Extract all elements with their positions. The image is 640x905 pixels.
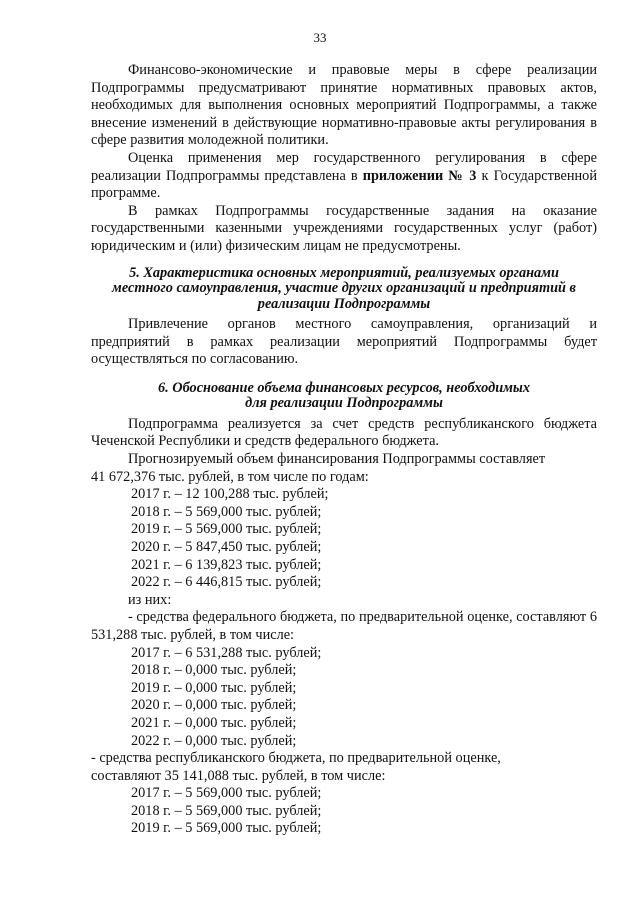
- section-heading-5: [91, 266, 597, 313]
- republic-years-list: [91, 785, 597, 838]
- page-body: [91, 62, 597, 838]
- total-amount: 41 672,376 тыс. рублей, в том числе по годам:: [91, 468, 369, 485]
- page-number: 33: [313, 30, 327, 45]
- list-item: 2022 г. – 0,000 тыс. рублей;: [131, 732, 297, 749]
- paragraph-local-authorities: Привлечение органов местного самоуправления, организаций и предприятий в рамках реализации мероприятий Подпрограммы будет осуществляться по согласованию.: [91, 316, 597, 368]
- paragraph-funding-sources: Подпрограмма реализуется за счет средств республиканского бюджета Чеченской Республики и средств федерального бюджета.: [91, 415, 597, 450]
- paragraph-financial-measures: Финансово-экономические и правовые меры в сфере реализации Подпрограммы предусматривают принятие нормативных правовых актов, необходимых для выполнения основных мероприятий Подпрограммы, а также внесение изменений в действующие нормативно-правовые акты регулирования в сфере развития молодежной политики.: [91, 62, 597, 149]
- list-item: 2019 г. – 5 569,000 тыс. рублей;: [131, 521, 322, 538]
- list-item: 2022 г. – 6 446,815 тыс. рублей;: [131, 574, 322, 591]
- list-item: 2017 г. – 5 569,000 тыс. рублей;: [131, 785, 322, 802]
- list-item: 2019 г. – 5 569,000 тыс. рублей;: [131, 820, 322, 837]
- of-which-label: из них:: [128, 591, 172, 608]
- paragraph-republic-budget: [91, 750, 597, 785]
- list-item: 2018 г. – 5 569,000 тыс. рублей;: [131, 802, 322, 819]
- list-item: 2020 г. – 5 847,450 тыс. рублей;: [131, 538, 322, 555]
- total-years-list: [91, 486, 597, 592]
- list-item: 2019 г. – 0,000 тыс. рублей;: [131, 679, 297, 696]
- heading-line: местного самоуправления, участие других организаций и предприятий в: [112, 280, 576, 297]
- list-item: 2021 г. – 0,000 тыс. рублей;: [131, 714, 297, 731]
- list-item: 2018 г. – 0,000 тыс. рублей;: [131, 662, 297, 679]
- federal-years-list: [91, 645, 597, 751]
- paragraph-text: к Государственной программе.: [91, 167, 597, 202]
- heading-line: 5. Характеристика основных мероприятий, реализуемых органами: [129, 264, 559, 281]
- appendix-reference: приложении № 3: [362, 167, 477, 184]
- list-item: 2017 г. – 12 100,288 тыс. рублей;: [131, 486, 329, 503]
- paragraph-text: - средства республиканского бюджета, по предварительной оценке,: [91, 750, 501, 767]
- list-item: 2021 г. – 6 139,823 тыс. рублей;: [131, 556, 322, 573]
- paragraph-funding-volume: [91, 451, 597, 486]
- paragraph-text: составляют 35 141,088 тыс. рублей, в том числе:: [91, 767, 386, 784]
- paragraph-regulation-assessment: [91, 150, 597, 203]
- section-heading-6: [91, 381, 597, 412]
- paragraph-federal-budget: - средства федерального бюджета, по предварительной оценке, составляют 6 531,288 тыс. рублей, в том числе:: [91, 609, 597, 643]
- paragraph-text: Оценка применения мер государственного регулирования в сфере реализации Подпрограммы представлена в: [91, 149, 597, 184]
- heading-line: реализации Подпрограммы: [257, 295, 431, 312]
- paragraph-text: Прогнозируемый объем финансирования Подпрограммы составляет: [128, 451, 546, 467]
- heading-line: для реализации Подпрограммы: [245, 395, 443, 412]
- list-item: 2020 г. – 0,000 тыс. рублей;: [131, 697, 297, 714]
- heading-line: 6. Обоснование объема финансовых ресурсов, необходимых: [157, 379, 531, 396]
- list-item: 2017 г. – 6 531,288 тыс. рублей;: [131, 644, 322, 661]
- list-item: 2018 г. – 5 569,000 тыс. рублей;: [131, 503, 322, 520]
- paragraph-state-assignments: В рамках Подпрограммы государственные задания на оказание государственными казенными учреждениями государственных услуг (работ) юридическим и (или) физическим лицам не предусмотрены.: [91, 202, 597, 254]
